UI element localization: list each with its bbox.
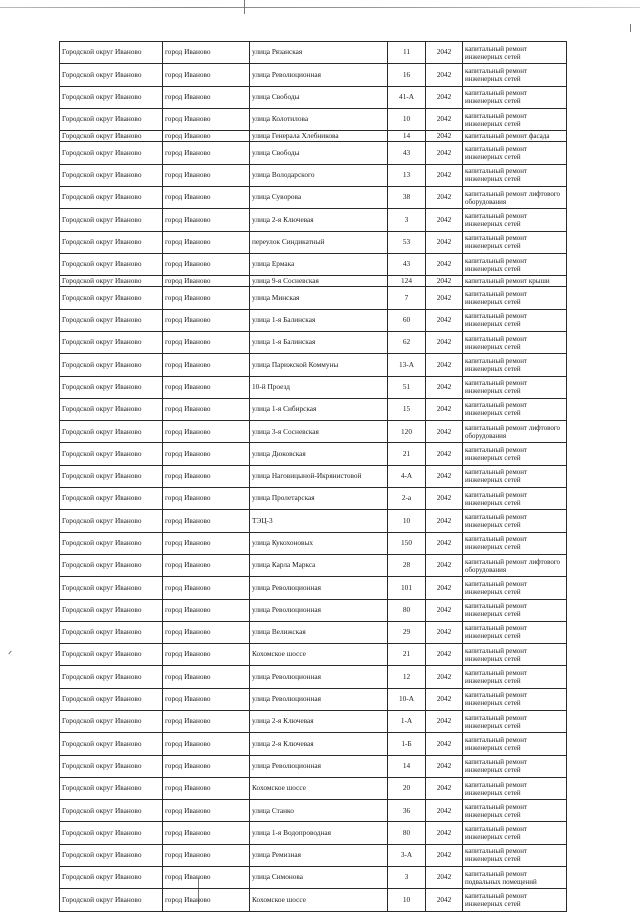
table-row: [60, 231, 567, 253]
work-type-cell: капитальный ремонт инженерных сетей: [463, 465, 567, 487]
okrug-cell: Городской округ Иваново: [60, 231, 163, 253]
house-number-cell: 1-А: [388, 710, 426, 732]
okrug-cell: Городской округ Иваново: [60, 209, 163, 231]
house-number-cell: 10-А: [388, 688, 426, 710]
work-type-cell: капитальный ремонт инженерных сетей: [463, 443, 567, 465]
table-row: [60, 64, 567, 86]
table-row: [60, 209, 567, 231]
scan-tick-mark: [244, 0, 245, 14]
street-cell: улица Пролетарская: [250, 488, 388, 510]
city-cell: город Иваново: [163, 209, 250, 231]
house-number-cell: 3: [388, 867, 426, 889]
year-cell: 2042: [426, 421, 463, 443]
house-number-cell: 80: [388, 822, 426, 844]
okrug-cell: Городской округ Иваново: [60, 86, 163, 108]
year-cell: 2042: [426, 688, 463, 710]
okrug-cell: Городской округ Иваново: [60, 376, 163, 398]
work-type-cell: капитальный ремонт инженерных сетей: [463, 599, 567, 621]
house-number-cell: 7: [388, 287, 426, 309]
city-cell: город Иваново: [163, 889, 250, 911]
okrug-cell: Городской округ Иваново: [60, 577, 163, 599]
house-number-cell: 101: [388, 577, 426, 599]
work-type-cell: капитальный ремонт инженерных сетей: [463, 209, 567, 231]
okrug-cell: Городской округ Иваново: [60, 554, 163, 576]
street-cell: улица Карла Маркса: [250, 554, 388, 576]
okrug-cell: Городской округ Иваново: [60, 867, 163, 889]
year-cell: 2042: [426, 287, 463, 309]
table-row: [60, 276, 567, 287]
work-type-cell: капитальный ремонт инженерных сетей: [463, 577, 567, 599]
city-cell: город Иваново: [163, 376, 250, 398]
street-cell: улица Революционная: [250, 666, 388, 688]
year-cell: 2042: [426, 755, 463, 777]
table-row: [60, 777, 567, 799]
work-type-cell: капитальный ремонт инженерных сетей: [463, 666, 567, 688]
city-cell: город Иваново: [163, 253, 250, 275]
city-cell: город Иваново: [163, 443, 250, 465]
street-cell: улица 9-я Сосневская: [250, 276, 388, 287]
city-cell: город Иваново: [163, 287, 250, 309]
okrug-cell: Городской округ Иваново: [60, 398, 163, 420]
okrug-cell: Городской округ Иваново: [60, 164, 163, 186]
house-number-cell: 10: [388, 108, 426, 130]
scan-tick-mark: [8, 651, 11, 655]
work-type-cell: капитальный ремонт инженерных сетей: [463, 164, 567, 186]
house-number-cell: 41-А: [388, 86, 426, 108]
street-cell: улица Ремизная: [250, 844, 388, 866]
table-row: [60, 867, 567, 889]
city-cell: город Иваново: [163, 844, 250, 866]
house-number-cell: 21: [388, 644, 426, 666]
street-cell: улица Кукохоновых: [250, 532, 388, 554]
table-row: [60, 465, 567, 487]
okrug-cell: Городской округ Иваново: [60, 42, 163, 64]
house-number-cell: 38: [388, 186, 426, 208]
street-cell: улица 1-я Водопроводная: [250, 822, 388, 844]
okrug-cell: Городской округ Иваново: [60, 108, 163, 130]
year-cell: 2042: [426, 108, 463, 130]
okrug-cell: Городской округ Иваново: [60, 844, 163, 866]
house-number-cell: 29: [388, 621, 426, 643]
city-cell: город Иваново: [163, 186, 250, 208]
city-cell: город Иваново: [163, 755, 250, 777]
city-cell: город Иваново: [163, 599, 250, 621]
city-cell: город Иваново: [163, 64, 250, 86]
city-cell: город Иваново: [163, 131, 250, 142]
house-number-cell: 12: [388, 666, 426, 688]
city-cell: город Иваново: [163, 331, 250, 353]
city-cell: город Иваново: [163, 777, 250, 799]
year-cell: 2042: [426, 800, 463, 822]
year-cell: 2042: [426, 164, 463, 186]
table-row: [60, 844, 567, 866]
house-number-cell: 60: [388, 309, 426, 331]
house-number-cell: 10: [388, 510, 426, 532]
work-type-cell: капитальный ремонт инженерных сетей: [463, 688, 567, 710]
house-number-cell: 43: [388, 142, 426, 164]
table-row: [60, 822, 567, 844]
table-row: [60, 42, 567, 64]
work-type-cell: капитальный ремонт инженерных сетей: [463, 488, 567, 510]
okrug-cell: Городской округ Иваново: [60, 131, 163, 142]
street-cell: улица 2-я Ключевая: [250, 733, 388, 755]
house-number-cell: 36: [388, 800, 426, 822]
table-row: [60, 510, 567, 532]
work-type-cell: капитальный ремонт инженерных сетей: [463, 42, 567, 64]
street-cell: улица Генерала Хлебникова: [250, 131, 388, 142]
house-number-cell: 13: [388, 164, 426, 186]
table-row: [60, 287, 567, 309]
house-number-cell: 21: [388, 443, 426, 465]
table-row: [60, 108, 567, 130]
work-type-cell: капитальный ремонт инженерных сетей: [463, 844, 567, 866]
work-type-cell: капитальный ремонт инженерных сетей: [463, 398, 567, 420]
okrug-cell: Городской округ Иваново: [60, 421, 163, 443]
work-type-cell: капитальный ремонт инженерных сетей: [463, 889, 567, 911]
work-type-cell: капитальный ремонт инженерных сетей: [463, 354, 567, 376]
street-cell: улица Володарского: [250, 164, 388, 186]
street-cell: 10-й Проезд: [250, 376, 388, 398]
street-cell: улица Революционная: [250, 755, 388, 777]
street-cell: улица 1-я Балинская: [250, 309, 388, 331]
street-cell: улица Велижская: [250, 621, 388, 643]
year-cell: 2042: [426, 532, 463, 554]
house-number-cell: 43: [388, 253, 426, 275]
street-cell: улица Суворова: [250, 186, 388, 208]
scan-edge-line: [0, 7, 640, 8]
work-type-cell: капитальный ремонт инженерных сетей: [463, 64, 567, 86]
year-cell: 2042: [426, 42, 463, 64]
okrug-cell: Городской округ Иваново: [60, 186, 163, 208]
city-cell: город Иваново: [163, 532, 250, 554]
okrug-cell: Городской округ Иваново: [60, 621, 163, 643]
work-type-cell: капитальный ремонт инженерных сетей: [463, 86, 567, 108]
okrug-cell: Городской округ Иваново: [60, 800, 163, 822]
city-cell: город Иваново: [163, 398, 250, 420]
year-cell: 2042: [426, 488, 463, 510]
table-row: [60, 755, 567, 777]
city-cell: город Иваново: [163, 822, 250, 844]
table-row: [60, 354, 567, 376]
street-cell: улица Свободы: [250, 142, 388, 164]
year-cell: 2042: [426, 398, 463, 420]
year-cell: 2042: [426, 644, 463, 666]
okrug-cell: Городской округ Иваново: [60, 688, 163, 710]
work-type-cell: капитальный ремонт инженерных сетей: [463, 108, 567, 130]
city-cell: город Иваново: [163, 421, 250, 443]
street-cell: улица Наговицыной-Икрянистовой: [250, 465, 388, 487]
year-cell: 2042: [426, 253, 463, 275]
okrug-cell: Городской округ Иваново: [60, 755, 163, 777]
table-row: [60, 164, 567, 186]
house-number-cell: 4-А: [388, 465, 426, 487]
table-body: [60, 42, 567, 912]
year-cell: 2042: [426, 510, 463, 532]
table-row: [60, 577, 567, 599]
table-row: [60, 644, 567, 666]
house-number-cell: 13-А: [388, 354, 426, 376]
house-number-cell: 10: [388, 889, 426, 911]
street-cell: ТЭЦ-3: [250, 510, 388, 532]
year-cell: 2042: [426, 354, 463, 376]
work-type-cell: капитальный ремонт инженерных сетей: [463, 376, 567, 398]
street-cell: Кохомское шоссе: [250, 889, 388, 911]
street-cell: переулок Синдикатный: [250, 231, 388, 253]
table-row: [60, 331, 567, 353]
okrug-cell: Городской округ Иваново: [60, 64, 163, 86]
year-cell: 2042: [426, 577, 463, 599]
table-row: [60, 253, 567, 275]
okrug-cell: Городской округ Иваново: [60, 710, 163, 732]
street-cell: улица 2-я Ключевая: [250, 209, 388, 231]
work-type-cell: капитальный ремонт лифтового оборудования: [463, 186, 567, 208]
okrug-cell: Городской округ Иваново: [60, 443, 163, 465]
city-cell: город Иваново: [163, 867, 250, 889]
work-type-cell: капитальный ремонт инженерных сетей: [463, 621, 567, 643]
city-cell: город Иваново: [163, 142, 250, 164]
work-type-cell: капитальный ремонт фасада: [463, 131, 567, 142]
okrug-cell: Городской округ Иваново: [60, 644, 163, 666]
year-cell: 2042: [426, 186, 463, 208]
city-cell: город Иваново: [163, 276, 250, 287]
city-cell: город Иваново: [163, 510, 250, 532]
house-number-cell: 53: [388, 231, 426, 253]
house-number-cell: 124: [388, 276, 426, 287]
work-type-cell: капитальный ремонт лифтового оборудования: [463, 421, 567, 443]
table-row: [60, 309, 567, 331]
table-row: [60, 621, 567, 643]
street-cell: улица Дюковская: [250, 443, 388, 465]
year-cell: 2042: [426, 443, 463, 465]
house-number-cell: 150: [388, 532, 426, 554]
year-cell: 2042: [426, 376, 463, 398]
street-cell: улица Симонова: [250, 867, 388, 889]
year-cell: 2042: [426, 331, 463, 353]
street-cell: улица 3-я Сосневская: [250, 421, 388, 443]
city-cell: город Иваново: [163, 800, 250, 822]
repair-schedule-table: [59, 41, 567, 912]
city-cell: город Иваново: [163, 465, 250, 487]
table-row: [60, 710, 567, 732]
year-cell: 2042: [426, 86, 463, 108]
table-row: [60, 421, 567, 443]
house-number-cell: 80: [388, 599, 426, 621]
year-cell: 2042: [426, 465, 463, 487]
year-cell: 2042: [426, 666, 463, 688]
work-type-cell: капитальный ремонт инженерных сетей: [463, 253, 567, 275]
work-type-cell: капитальный ремонт инженерных сетей: [463, 510, 567, 532]
table-row: [60, 733, 567, 755]
okrug-cell: Городской округ Иваново: [60, 599, 163, 621]
year-cell: 2042: [426, 733, 463, 755]
table-row: [60, 688, 567, 710]
okrug-cell: Городской округ Иваново: [60, 532, 163, 554]
city-cell: город Иваново: [163, 733, 250, 755]
year-cell: 2042: [426, 276, 463, 287]
street-cell: улица Минская: [250, 287, 388, 309]
table-row: [60, 800, 567, 822]
city-cell: город Иваново: [163, 354, 250, 376]
house-number-cell: 51: [388, 376, 426, 398]
work-type-cell: капитальный ремонт инженерных сетей: [463, 755, 567, 777]
year-cell: 2042: [426, 599, 463, 621]
work-type-cell: капитальный ремонт инженерных сетей: [463, 800, 567, 822]
city-cell: город Иваново: [163, 86, 250, 108]
year-cell: 2042: [426, 309, 463, 331]
house-number-cell: 16: [388, 64, 426, 86]
city-cell: город Иваново: [163, 309, 250, 331]
city-cell: город Иваново: [163, 164, 250, 186]
table-row: [60, 186, 567, 208]
house-number-cell: 11: [388, 42, 426, 64]
house-number-cell: 20: [388, 777, 426, 799]
street-cell: улица 2-я Ключевая: [250, 710, 388, 732]
city-cell: город Иваново: [163, 644, 250, 666]
table-row: [60, 599, 567, 621]
work-type-cell: капитальный ремонт инженерных сетей: [463, 822, 567, 844]
okrug-cell: Городской округ Иваново: [60, 276, 163, 287]
work-type-cell: капитальный ремонт лифтового оборудования: [463, 554, 567, 576]
table-row: [60, 554, 567, 576]
work-type-cell: капитальный ремонт инженерных сетей: [463, 710, 567, 732]
okrug-cell: Городской округ Иваново: [60, 733, 163, 755]
work-type-cell: капитальный ремонт инженерных сетей: [463, 777, 567, 799]
city-cell: город Иваново: [163, 621, 250, 643]
house-number-cell: 3-А: [388, 844, 426, 866]
okrug-cell: Городской округ Иваново: [60, 142, 163, 164]
city-cell: город Иваново: [163, 108, 250, 130]
house-number-cell: 14: [388, 755, 426, 777]
street-cell: улица Свободы: [250, 86, 388, 108]
work-type-cell: капитальный ремонт подвальных помещений: [463, 867, 567, 889]
table-row: [60, 376, 567, 398]
street-cell: улица 1-я Балинская: [250, 331, 388, 353]
street-cell: улица 1-я Сибирская: [250, 398, 388, 420]
okrug-cell: Городской округ Иваново: [60, 287, 163, 309]
okrug-cell: Городской округ Иваново: [60, 666, 163, 688]
year-cell: 2042: [426, 777, 463, 799]
city-cell: город Иваново: [163, 710, 250, 732]
work-type-cell: капитальный ремонт инженерных сетей: [463, 532, 567, 554]
table-row: [60, 488, 567, 510]
street-cell: Кохомское шоссе: [250, 644, 388, 666]
house-number-cell: 2-а: [388, 488, 426, 510]
year-cell: 2042: [426, 142, 463, 164]
table-row: [60, 889, 567, 911]
year-cell: 2042: [426, 889, 463, 911]
year-cell: 2042: [426, 231, 463, 253]
okrug-cell: Городской округ Иваново: [60, 465, 163, 487]
work-type-cell: капитальный ремонт инженерных сетей: [463, 309, 567, 331]
city-cell: город Иваново: [163, 488, 250, 510]
street-cell: Кохомское шоссе: [250, 777, 388, 799]
house-number-cell: 120: [388, 421, 426, 443]
year-cell: 2042: [426, 209, 463, 231]
street-cell: улица Колотилова: [250, 108, 388, 130]
year-cell: 2042: [426, 131, 463, 142]
work-type-cell: капитальный ремонт инженерных сетей: [463, 287, 567, 309]
street-cell: улица Революционная: [250, 599, 388, 621]
table-row: [60, 142, 567, 164]
city-cell: город Иваново: [163, 42, 250, 64]
year-cell: 2042: [426, 867, 463, 889]
work-type-cell: капитальный ремонт инженерных сетей: [463, 644, 567, 666]
table-row: [60, 86, 567, 108]
work-type-cell: капитальный ремонт инженерных сетей: [463, 733, 567, 755]
work-type-cell: капитальный ремонт крыши: [463, 276, 567, 287]
house-number-cell: 1-Б: [388, 733, 426, 755]
street-cell: улица Революционная: [250, 688, 388, 710]
city-cell: город Иваново: [163, 554, 250, 576]
table-row: [60, 532, 567, 554]
okrug-cell: Городской округ Иваново: [60, 510, 163, 532]
year-cell: 2042: [426, 554, 463, 576]
table-row: [60, 131, 567, 142]
street-cell: улица Рязанская: [250, 42, 388, 64]
house-number-cell: 14: [388, 131, 426, 142]
city-cell: город Иваново: [163, 666, 250, 688]
year-cell: 2042: [426, 710, 463, 732]
okrug-cell: Городской округ Иваново: [60, 331, 163, 353]
table-row: [60, 398, 567, 420]
table-row: [60, 443, 567, 465]
okrug-cell: Городской округ Иваново: [60, 253, 163, 275]
street-cell: улица Ермака: [250, 253, 388, 275]
year-cell: 2042: [426, 844, 463, 866]
year-cell: 2042: [426, 64, 463, 86]
house-number-cell: 3: [388, 209, 426, 231]
year-cell: 2042: [426, 822, 463, 844]
work-type-cell: капитальный ремонт инженерных сетей: [463, 231, 567, 253]
okrug-cell: Городской округ Иваново: [60, 309, 163, 331]
street-cell: улица Революционная: [250, 64, 388, 86]
work-type-cell: капитальный ремонт инженерных сетей: [463, 331, 567, 353]
okrug-cell: Городской округ Иваново: [60, 488, 163, 510]
okrug-cell: Городской округ Иваново: [60, 354, 163, 376]
city-cell: город Иваново: [163, 577, 250, 599]
street-cell: улица Парижской Коммуны: [250, 354, 388, 376]
house-number-cell: 28: [388, 554, 426, 576]
year-cell: 2042: [426, 621, 463, 643]
table-row: [60, 666, 567, 688]
scan-tick-mark: [630, 24, 631, 32]
city-cell: город Иваново: [163, 688, 250, 710]
street-cell: улица Станко: [250, 800, 388, 822]
city-cell: город Иваново: [163, 231, 250, 253]
house-number-cell: 15: [388, 398, 426, 420]
okrug-cell: Городской округ Иваново: [60, 822, 163, 844]
okrug-cell: Городской округ Иваново: [60, 777, 163, 799]
street-cell: улица Революционная: [250, 577, 388, 599]
okrug-cell: Городской округ Иваново: [60, 889, 163, 911]
house-number-cell: 62: [388, 331, 426, 353]
work-type-cell: капитальный ремонт инженерных сетей: [463, 142, 567, 164]
